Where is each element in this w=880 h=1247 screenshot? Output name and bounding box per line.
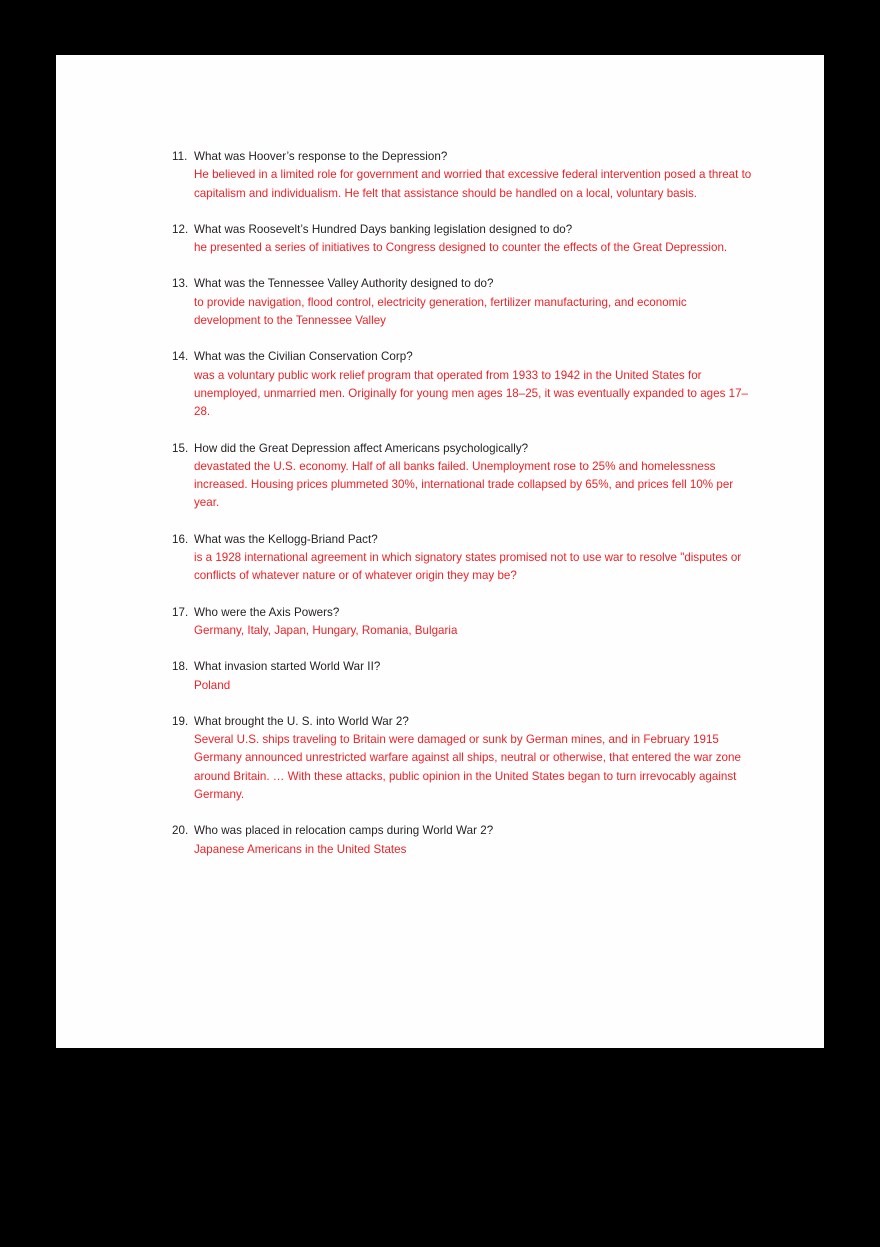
list-item	[172, 221, 752, 258]
question-number: 15.	[172, 441, 189, 455]
question-number: 20.	[172, 824, 189, 838]
question-answer-list	[172, 148, 752, 859]
document-page	[56, 55, 824, 1048]
answer-text: devastated the U.S. economy. Half of all banks failed. Unemployment rose to 25% and homelessness increased. Housing prices plummeted 30%, international trade collapsed by 65%, and prices fell 10% per year.	[194, 459, 734, 510]
list-item	[172, 148, 752, 203]
answer-text: He believed in a limited role for government and worried that excessive federal intervention posed a threat to capitalism and individualism. He felt that assistance should be handled on a local, voluntary basis.	[194, 168, 752, 200]
question-number: 12.	[172, 222, 189, 236]
list-item	[172, 440, 752, 513]
answer-text: was a voluntary public work relief program that operated from 1933 to 1942 in the United States for unemployed, unmarried men. Originally for young men ages 18–25, it was eventually expanded to ages 17–28.	[194, 368, 748, 419]
list-item	[172, 604, 752, 641]
list-item	[172, 713, 752, 804]
question-text: What was the Tennessee Valley Authority designed to do?	[194, 277, 494, 291]
answer-text: Poland	[194, 678, 231, 692]
question-number: 17.	[172, 605, 189, 619]
question-number: 19.	[172, 714, 189, 728]
question-text: Who were the Axis Powers?	[194, 605, 340, 619]
question-text: How did the Great Depression affect Americans psychologically?	[194, 441, 529, 455]
question-text: What was Hoover’s response to the Depression?	[194, 150, 448, 163]
question-text: Who was placed in relocation camps during World War 2?	[194, 824, 494, 838]
question-number: 11.	[172, 150, 188, 163]
list-item	[172, 348, 752, 421]
list-item	[172, 531, 752, 586]
list-item	[172, 658, 752, 695]
answer-text: Several U.S. ships traveling to Britain were damaged or sunk by German mines, and in February 1915 Germany announced unrestricted warfare against all ships, neutral or otherwise, that entered the war zone around Britain. … With these attacks, public opinion in the United States began to turn irrevocably against Germany.	[194, 733, 741, 802]
question-text: What was the Kellogg-Briand Pact?	[194, 532, 378, 546]
answer-text: Germany, Italy, Japan, Hungary, Romania, Bulgaria	[194, 623, 458, 637]
question-text: What invasion started World War II?	[194, 660, 381, 674]
list-item	[172, 822, 752, 859]
list-item	[172, 275, 752, 330]
question-text: What was the Civilian Conservation Corp?	[194, 350, 413, 364]
question-number: 13.	[172, 277, 189, 291]
answer-text: Japanese Americans in the United States	[194, 842, 407, 856]
answer-text: he presented a series of initiatives to Congress designed to counter the effects of the Great Depression.	[194, 241, 728, 255]
question-text: What was Roosevelt’s Hundred Days banking legislation designed to do?	[194, 222, 573, 236]
answer-text: to provide navigation, flood control, electricity generation, fertilizer manufacturing, and economic development to the Tennessee Valley	[194, 295, 687, 328]
question-number: 18.	[172, 660, 189, 674]
question-number: 16.	[172, 532, 189, 546]
answer-text: is a 1928 international agreement in which signatory states promised not to use war to resolve "disputes or conflicts of whatever nature or of whatever origin they may be?	[194, 551, 742, 583]
question-text: What brought the U. S. into World War 2?	[194, 714, 409, 728]
question-number: 14.	[172, 350, 189, 364]
